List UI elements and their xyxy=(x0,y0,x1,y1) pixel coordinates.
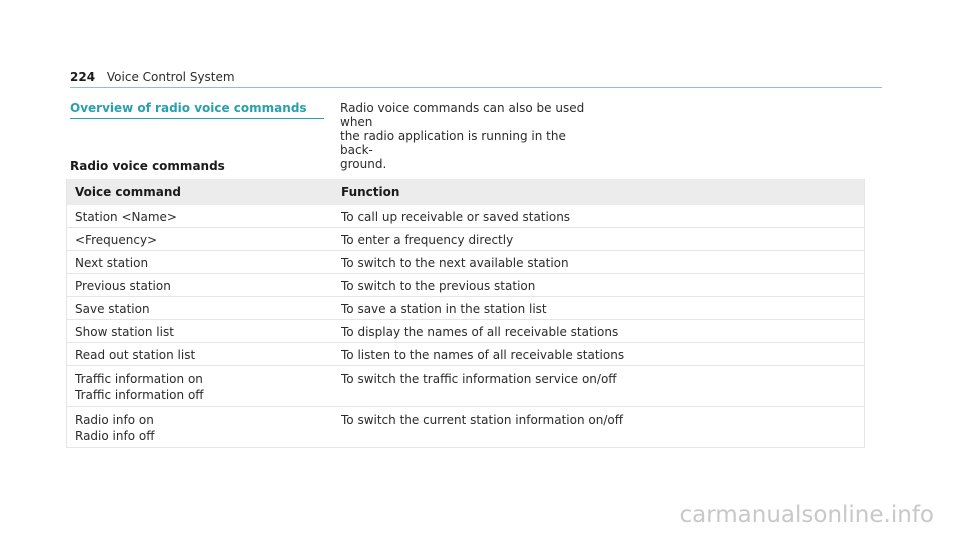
table-row xyxy=(66,320,865,343)
table-header-row xyxy=(66,179,865,205)
command-cell: Save station xyxy=(75,302,150,316)
command-line: Traffic information off xyxy=(75,388,204,402)
table-row xyxy=(66,343,865,366)
command-line: Radio info off xyxy=(75,429,155,443)
page-header xyxy=(70,70,882,88)
column-header-command: Voice command xyxy=(75,185,182,199)
table-row xyxy=(66,205,865,228)
table-row xyxy=(66,274,865,297)
function-cell: To switch to the previous station xyxy=(341,279,536,293)
table-title: Radio voice commands xyxy=(70,159,225,173)
command-line: Traffic information on xyxy=(75,372,203,386)
command-cell: Read out station list xyxy=(75,348,196,362)
function-cell: To save a station in the station list xyxy=(341,302,547,316)
command-cell: Next station xyxy=(75,256,149,270)
column-header-function: Function xyxy=(341,185,400,199)
intro-line: the radio application is running in the back- xyxy=(340,129,566,157)
command-cell: Station <Name> xyxy=(75,210,177,224)
function-cell: To display the names of all receivable stations xyxy=(341,325,619,339)
table-row xyxy=(66,366,865,407)
command-cell: <Frequency> xyxy=(75,233,158,247)
function-cell: To listen to the names of all receivable stations xyxy=(341,348,625,362)
function-cell: To switch the current station information on/off xyxy=(341,413,623,427)
function-cell: To call up receivable or saved stations xyxy=(341,210,571,224)
page-number: 224 xyxy=(70,70,96,84)
watermark: carmanualsonline.info xyxy=(679,502,934,528)
intro-line: Radio voice commands can also be used when xyxy=(340,101,585,129)
command-cell xyxy=(66,407,332,447)
voice-command-table xyxy=(66,179,865,448)
command-cell xyxy=(66,366,332,406)
command-line: Radio info on xyxy=(75,413,154,427)
intro-text xyxy=(340,101,600,171)
command-cell: Show station list xyxy=(75,325,174,339)
function-cell: To enter a frequency directly xyxy=(341,233,514,247)
section-title: Overview of radio voice commands xyxy=(70,101,324,119)
table-row xyxy=(66,297,865,320)
intro-line: ground. xyxy=(340,157,387,171)
function-cell: To switch the traffic information service on/off xyxy=(341,372,617,386)
table-row xyxy=(66,251,865,274)
command-cell: Previous station xyxy=(75,279,171,293)
chapter-title: Voice Control System xyxy=(106,70,235,84)
table-row xyxy=(66,407,865,448)
function-cell: To switch to the next available station xyxy=(341,256,569,270)
table-row xyxy=(66,228,865,251)
